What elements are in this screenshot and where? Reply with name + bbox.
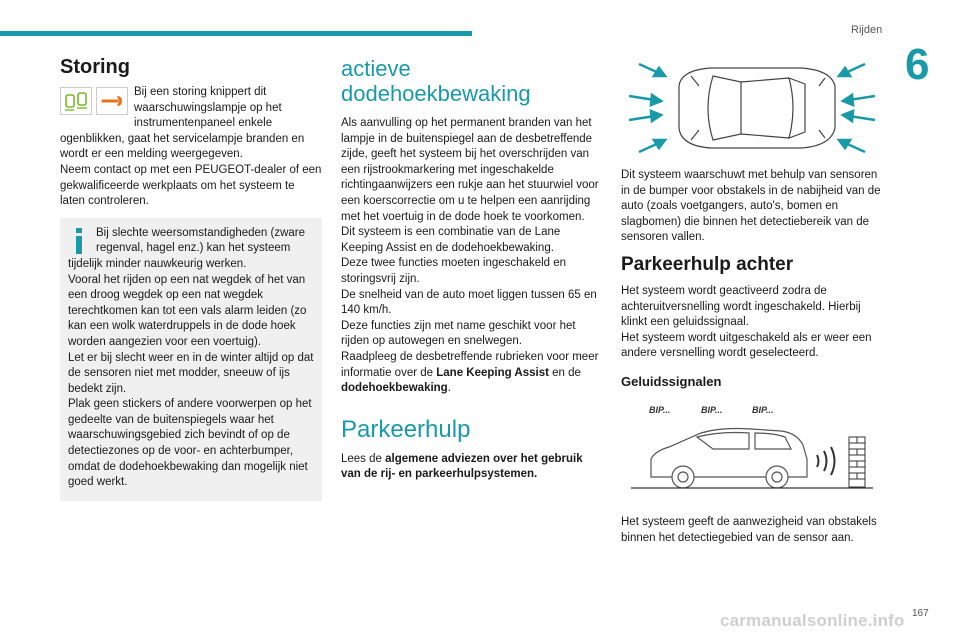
abs-text-4: De snelheid van de auto moet liggen tussen 65 en 140 km/h.	[341, 288, 597, 317]
abs-text-3: Deze twee functies moeten ingeschakeld en storingsvrij zijn.	[341, 257, 567, 285]
sensor-arrow-icons	[629, 64, 875, 152]
active-blind-spot-title: actieve dodehoekbewaking	[341, 56, 531, 106]
service-wrench-icon	[96, 87, 128, 115]
pa-text-1: Het systeem wordt geactiveerd zodra de achteruitversnelling wordt ingeschakeld. Hierbij klinkt een geluidssignaal.	[621, 284, 861, 329]
header-accent-bar	[0, 31, 472, 36]
warning-icons	[60, 87, 128, 115]
note-text-4: Plak geen stickers of andere voorwerpen op het gedeelte van de buitenspiegels waar het waarschuwingsgebied zich bevindt of op de detectiezones op de voor- en achterbumper, omdat de dodehoekbewaking dan mogelijk niet goed werkt.	[68, 398, 312, 489]
beep-diagram	[621, 397, 883, 501]
lane-keeping-assist-ref: Lane Keeping Assist	[436, 366, 549, 379]
sensor-text: Dit systeem waarschuwt met behulp van sensoren in de bumper voor obstakels in de nabijheid van de auto (zoals voetgangers, auto's, bomen en slagbomen) die binnen het detectiebereik van de sensoren vallen.	[621, 169, 881, 244]
car-side-view-icon	[651, 428, 807, 488]
blind-spot-ref: dodehoekbewaking	[341, 382, 448, 395]
beep-label-1: BIP...	[649, 404, 671, 415]
info-note	[60, 218, 322, 501]
note-text-2: Vooral het rijden op een nat wegdek of het van een droog wegdek op een nat wegdek terechtkomen kan tot een vals alarm leiden (zo kan een wolk waterdruppels in de dode hoek worden aangezien voor een voertuig).	[68, 273, 307, 348]
pa-text-2: Het systeem wordt uitgeschakeld als er weer een andere versnelling wordt geselecteerd.	[621, 331, 872, 360]
column-3	[621, 56, 883, 546]
abs-text-6: Raadpleeg de desbetreffende rubrieken voor meer informatie over de Lane Keeping Assist en de dodehoekbewaking.	[341, 350, 599, 395]
storing-text-2: Neem contact op met een PEUGEOT-dealer of een gekwalificeerde werkplaats om het systeem te laten controleren.	[60, 163, 322, 208]
beep-text: Het systeem geeft de aanwezigheid van obstakels binnen het detectiegebied van de sensor aan.	[621, 515, 877, 544]
storing-title: Storing	[60, 56, 130, 78]
note-text-1: Bij slechte weersomstandigheden (zware regenval, hagel enz.) kan het systeem tijdelijk minder nauwkeurig werken.	[68, 226, 306, 270]
wall-obstacle-icon	[849, 437, 865, 487]
parkeerhulp-title: Parkeerhulp	[341, 415, 471, 443]
blind-spot-warning-icon	[60, 87, 92, 115]
car-top-view-icon	[679, 68, 835, 148]
abs-text-2: Dit systeem is een combinatie van de Lane Keeping Assist en de dodehoekbewaking.	[341, 226, 561, 254]
sound-wave-icon	[817, 447, 835, 475]
column-1	[60, 56, 322, 501]
abs-text-5: Deze functies zijn met name geschikt voor het rijden op autowegen en snelwegen.	[341, 319, 576, 348]
note-text-3: Let er bij slecht weer en in de winter altijd op dat de sensoren niet met modder, sneeuw of ijs bedekt zijn.	[68, 351, 314, 395]
geluidssignalen-title: Geluidssignalen	[621, 373, 722, 389]
column-2	[341, 56, 603, 483]
car-sensor-diagram	[621, 56, 883, 160]
page-number: 167	[912, 608, 929, 619]
parkeerhulp-achter-title: Parkeerhulp achter	[621, 253, 794, 275]
storing-text-1: Bij een storing knippert dit waarschuwingslampje op het instrumentenpaneel enkele ogenblikken, gaat het servicelampje branden en wordt er een melding weergegeven.	[60, 86, 305, 161]
section-label: Rijden	[851, 24, 883, 36]
beep-label-3: BIP...	[752, 404, 774, 415]
abs-text-1: Als aanvulling op het permanent branden van het lampje in de buitenspiegel aan de desbetreffende zijde, geeft het systeem bij het overschrijden van een rijstrookmarkering met ingeschakelde richtingaanwijzers een rukje aan het stuurwiel voor een koerscorrectie om u te helpen een aanrijding met het voertuig in de dode hoek te voorkomen.	[341, 117, 599, 223]
beep-label-2: BIP...	[701, 404, 723, 415]
chapter-number: 6	[905, 40, 930, 89]
parkeerhulp-text: Lees de algemene adviezen over het gebruik van de rij- en parkeerhulpsystemen.	[341, 452, 583, 481]
watermark: carmanualsonline.info	[720, 611, 905, 630]
info-icon	[70, 228, 88, 254]
